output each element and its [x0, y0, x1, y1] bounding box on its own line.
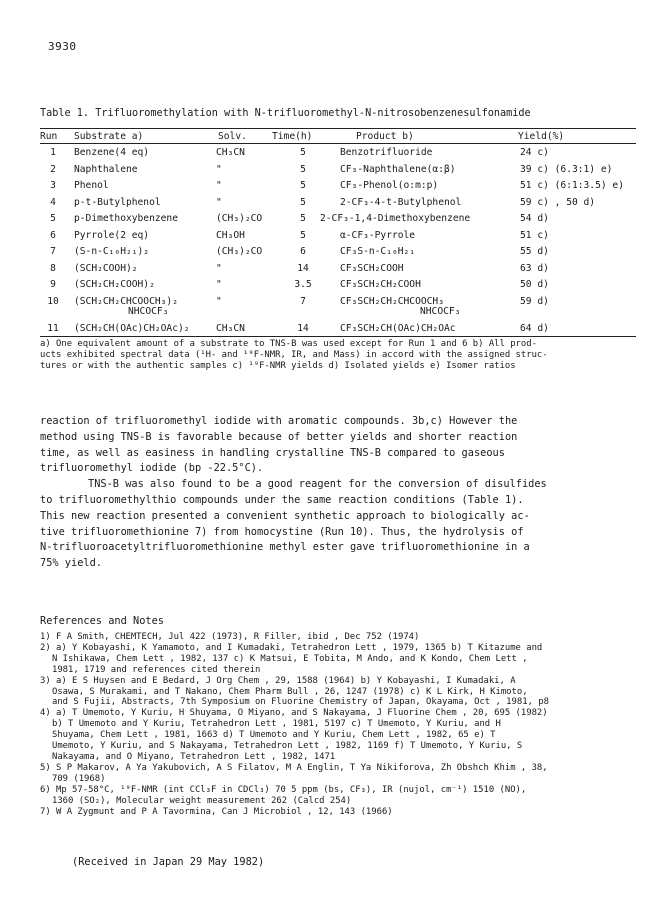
reference-line: Nakayama, and O Miyano, Tetrahedron Lett , 1982, 1471: [52, 751, 336, 762]
substrate-subline: NHCOCF₃: [128, 305, 169, 317]
reference-line: b) T Umemoto and Y Kuriu, Tetrahedron Lett , 1981, 5197 c) T Umemoto, Y Kuriu, and H: [52, 719, 501, 730]
yield-cell: 59 c) , 50 d): [520, 196, 596, 208]
product-cell: 2-CF₃-1,4-Dimethoxybenzene: [320, 213, 471, 224]
table-row: [40, 210, 636, 227]
solvent-cell: ": [216, 279, 222, 290]
reference-line: Umemoto, Y Kuriu, and S Nakayama, Tetrahedron Lett , 1982, 1169 f) T Umemoto, Y Kuriu, S: [52, 741, 523, 752]
reference-line: 6) Mp 57-58°C, ¹⁹F-NMR (int CCl₃F in CDCl₃) 70 5 ppm (bs, CF₃), IR (nujol, cm⁻¹) 1510 (NO),: [40, 784, 527, 795]
substrate-cell: (SCH₂CH₂COOH)₂: [74, 279, 155, 290]
reference-line: 1981, 1719 and references cited therein: [52, 664, 261, 675]
run-cell: 4: [50, 196, 56, 208]
solvent-cell: CH₃CN: [216, 147, 245, 158]
product-cell: Benzotrifluoride: [340, 147, 433, 158]
product-subline: NHCOCF₃: [420, 305, 461, 317]
yield-cell: 24 c): [520, 147, 549, 158]
table-row: [40, 276, 636, 293]
yield-cell: 51 c): [520, 229, 549, 241]
reference-line: 4) a) T Umemoto, Y Kuriu, H Shuyama, O Miyano, and S Nakayama, J Fluorine Chem , 20, 695 (1982): [40, 708, 548, 719]
product-cell: CF₃SCH₂CH₂CHCOOCH₃: [340, 295, 444, 307]
run-cell: 6: [50, 229, 56, 241]
footnote-line: a) One equivalent amount of a substrate to TNS-B was used except for Run 1 and 6 b) All prod-: [40, 339, 537, 349]
reference-line: Osawa, S Murakami, and T Nakano, Chem Pharm Bull , 26, 1247 (1978) c) K L Kirk, H Kimoto,: [52, 686, 528, 697]
time-cell: 5: [300, 180, 306, 191]
time-cell: 5: [300, 213, 306, 224]
table-header-row: [40, 129, 636, 143]
product-cell: CF₃S-n-C₁₀H₂₁: [340, 246, 416, 257]
run-cell: 5: [50, 213, 56, 224]
results-table: [40, 128, 636, 372]
reference-line: 5) S P Makarov, A Ya Yakubovich, A S Filatov, M A Englin, T Ya Nikiforova, Zh Obshch Khim , 38,: [40, 762, 548, 773]
substrate-cell: (S-n-C₁₀H₂₁)₂: [74, 246, 150, 257]
time-cell: 3.5: [294, 279, 312, 290]
footnote-line: ucts exhibited spectral data (¹H- and ¹⁹F-NMR, IR, and Mass) in accord with the assigned struc-: [40, 350, 548, 360]
body-text: [40, 414, 640, 572]
yield-cell: 63 d): [520, 262, 549, 274]
body-line: N-trifluoroacetyltrifluoromethionine methyl ester gave trifluoromethionine in a: [40, 541, 530, 554]
substrate-cell: Benzene(4 eq): [74, 147, 150, 158]
table-title: Table 1. Trifluoromethylation with N-trifluoromethyl-N-nitrosobenzenesulfonamide: [40, 108, 531, 119]
reference-line: 2) a) Y Kobayashi, K Yamamoto, and I Kumadaki, Tetrahedron Lett , 1979, 1365 b) T Kitazume and: [40, 642, 543, 653]
table-row: [40, 227, 636, 244]
substrate-cell: p-t-Butylphenol: [74, 196, 161, 208]
body-line: time, as well as easiness in handling crystalline TNS-B compared to gaseous: [40, 446, 505, 459]
time-cell: 5: [300, 196, 306, 208]
body-line: trifluoromethyl iodide (bp -22.5°C).: [40, 462, 264, 475]
solvent-cell: ": [216, 180, 222, 191]
substrate-cell: p-Dimethoxybenzene: [74, 213, 178, 224]
product-cell: CF₃-Naphthalene(α:β): [340, 163, 456, 175]
product-cell: CF₃SCH₂COOH: [340, 262, 404, 274]
product-cell: CF₃SCH₂CH(OAc)CH₂OAc: [340, 322, 456, 334]
reference-line: 1360 (SO₂), Molecular weight measurement 262 (Calcd 254): [52, 795, 352, 806]
substrate-cell: (SCH₂COOH)₂: [74, 262, 138, 274]
run-cell: 8: [50, 262, 56, 274]
time-cell: 5: [300, 147, 306, 158]
header-yield: Yield(%): [518, 131, 565, 142]
yield-cell: 54 d): [520, 213, 549, 224]
body-line: This new reaction presented a convenient synthetic approach to biologically ac-: [40, 509, 530, 522]
run-cell: 7: [50, 246, 56, 257]
table-row: [40, 144, 636, 161]
table-row: [40, 293, 636, 320]
header-solvent: Solv.: [218, 131, 247, 142]
table-row: [40, 243, 636, 260]
references-list: [40, 632, 650, 817]
yield-cell: 50 d): [520, 279, 549, 290]
time-cell: 6: [300, 246, 306, 257]
substrate-cell: Naphthalene: [74, 163, 138, 175]
body-line: reaction of trifluoromethyl iodide with aromatic compounds. 3b,c) However the: [40, 415, 518, 427]
body-line: 75% yield.: [40, 557, 102, 570]
received-date: (Received in Japan 29 May 1982): [72, 856, 265, 868]
time-cell: 14: [297, 322, 309, 334]
time-cell: 14: [297, 262, 309, 274]
yield-cell: 55 d): [520, 246, 549, 257]
solvent-cell: (CH₃)₂CO: [216, 246, 263, 257]
run-cell: 11: [47, 322, 59, 334]
yield-cell: 51 c) (6:1:3.5) e): [520, 180, 624, 191]
footnote-line: tures or with the authentic samples c) ¹⁹F-NMR yields d) Isolated yields e) Isomer ratios: [40, 361, 516, 371]
page-number: 3930: [48, 40, 77, 53]
table-row: [40, 177, 636, 194]
table-row: [40, 320, 636, 337]
run-cell: 3: [50, 180, 56, 191]
run-cell: 9: [50, 279, 56, 290]
reference-line: 7) W A Zygmunt and P A Tavormina, Can J Microbiol , 12, 143 (1966): [40, 806, 393, 817]
body-line: method using TNS-B is favorable because of better yields and shorter reaction: [40, 430, 518, 443]
reference-line: 3) a) E S Huysen and E Bedard, J Org Chem , 29, 1588 (1964) b) Y Kobayashi, I Kumadaki, A: [40, 675, 516, 686]
solvent-cell: CH₃OH: [216, 229, 245, 241]
reference-line: 709 (1968): [52, 773, 106, 784]
table-row: [40, 194, 636, 211]
yield-cell: 39 c) (6.3:1) e): [520, 163, 613, 175]
solvent-cell: ": [216, 262, 222, 274]
header-product: Product b): [356, 131, 414, 142]
header-time: Time(h): [272, 131, 313, 142]
table-row: [40, 161, 636, 178]
header-substrate: Substrate a): [74, 131, 144, 142]
run-cell: 1: [50, 147, 56, 158]
body-line: tive trifluoromethionine 7) from homocystine (Run 10). Thus, the hydrolysis of: [40, 525, 524, 538]
body-line: TNS-B was also found to be a good reagent for the conversion of disulfides: [88, 478, 547, 491]
substrate-cell: (SCH₂CH₂CHCOOCH₃)₂: [74, 295, 178, 307]
references-heading: References and Notes: [40, 615, 164, 627]
substrate-cell: Phenol: [74, 180, 109, 191]
time-cell: 5: [300, 229, 306, 241]
run-cell: 10: [47, 295, 59, 307]
product-cell: α-CF₃-Pyrrole: [340, 229, 416, 241]
yield-cell: 64 d): [520, 322, 549, 334]
time-cell: 5: [300, 163, 306, 175]
substrate-cell: Pyrrole(2 eq): [74, 229, 150, 241]
reference-line: and S Fujii, Abstracts, 7th Symposium on Fluorine Chemistry of Japan, Okayama, Oct , 1981, p8: [52, 697, 549, 708]
header-run: Run: [40, 131, 58, 142]
solvent-cell: ": [216, 295, 222, 307]
product-cell: CF₃SCH₂CH₂COOH: [340, 279, 421, 290]
table-footnotes: [40, 337, 636, 372]
substrate-cell: (SCH₂CH(OAc)CH₂OAc)₂: [74, 322, 190, 334]
solvent-cell: (CH₃)₂CO: [216, 213, 263, 224]
time-cell: 7: [300, 295, 306, 307]
reference-line: N Ishikawa, Chem Lett , 1982, 137 c) K Matsui, E Tobita, M Ando, and K Kondo, Chem Lett ,: [52, 653, 528, 664]
solvent-cell: ": [216, 163, 222, 175]
body-line: to trifluoromethylthio compounds under the same reaction conditions (Table 1).: [40, 493, 524, 506]
run-cell: 2: [50, 163, 56, 175]
yield-cell: 59 d): [520, 295, 549, 307]
product-cell: 2-CF₃-4-t-Butylphenol: [340, 196, 462, 208]
reference-line: 1) F A Smith, CHEMTECH, Jul 422 (1973), R Filler, ibid , Dec 752 (1974): [40, 632, 420, 642]
solvent-cell: CH₃CN: [216, 322, 245, 334]
reference-line: Shuyama, Chem Lett , 1981, 1663 d) T Umemoto and Y Kuriu, Chem Lett , 1982, 65 e) T: [52, 730, 496, 741]
table-row: [40, 260, 636, 277]
product-cell: CF₃-Phenol(o:m:p): [340, 180, 439, 191]
solvent-cell: ": [216, 196, 222, 208]
